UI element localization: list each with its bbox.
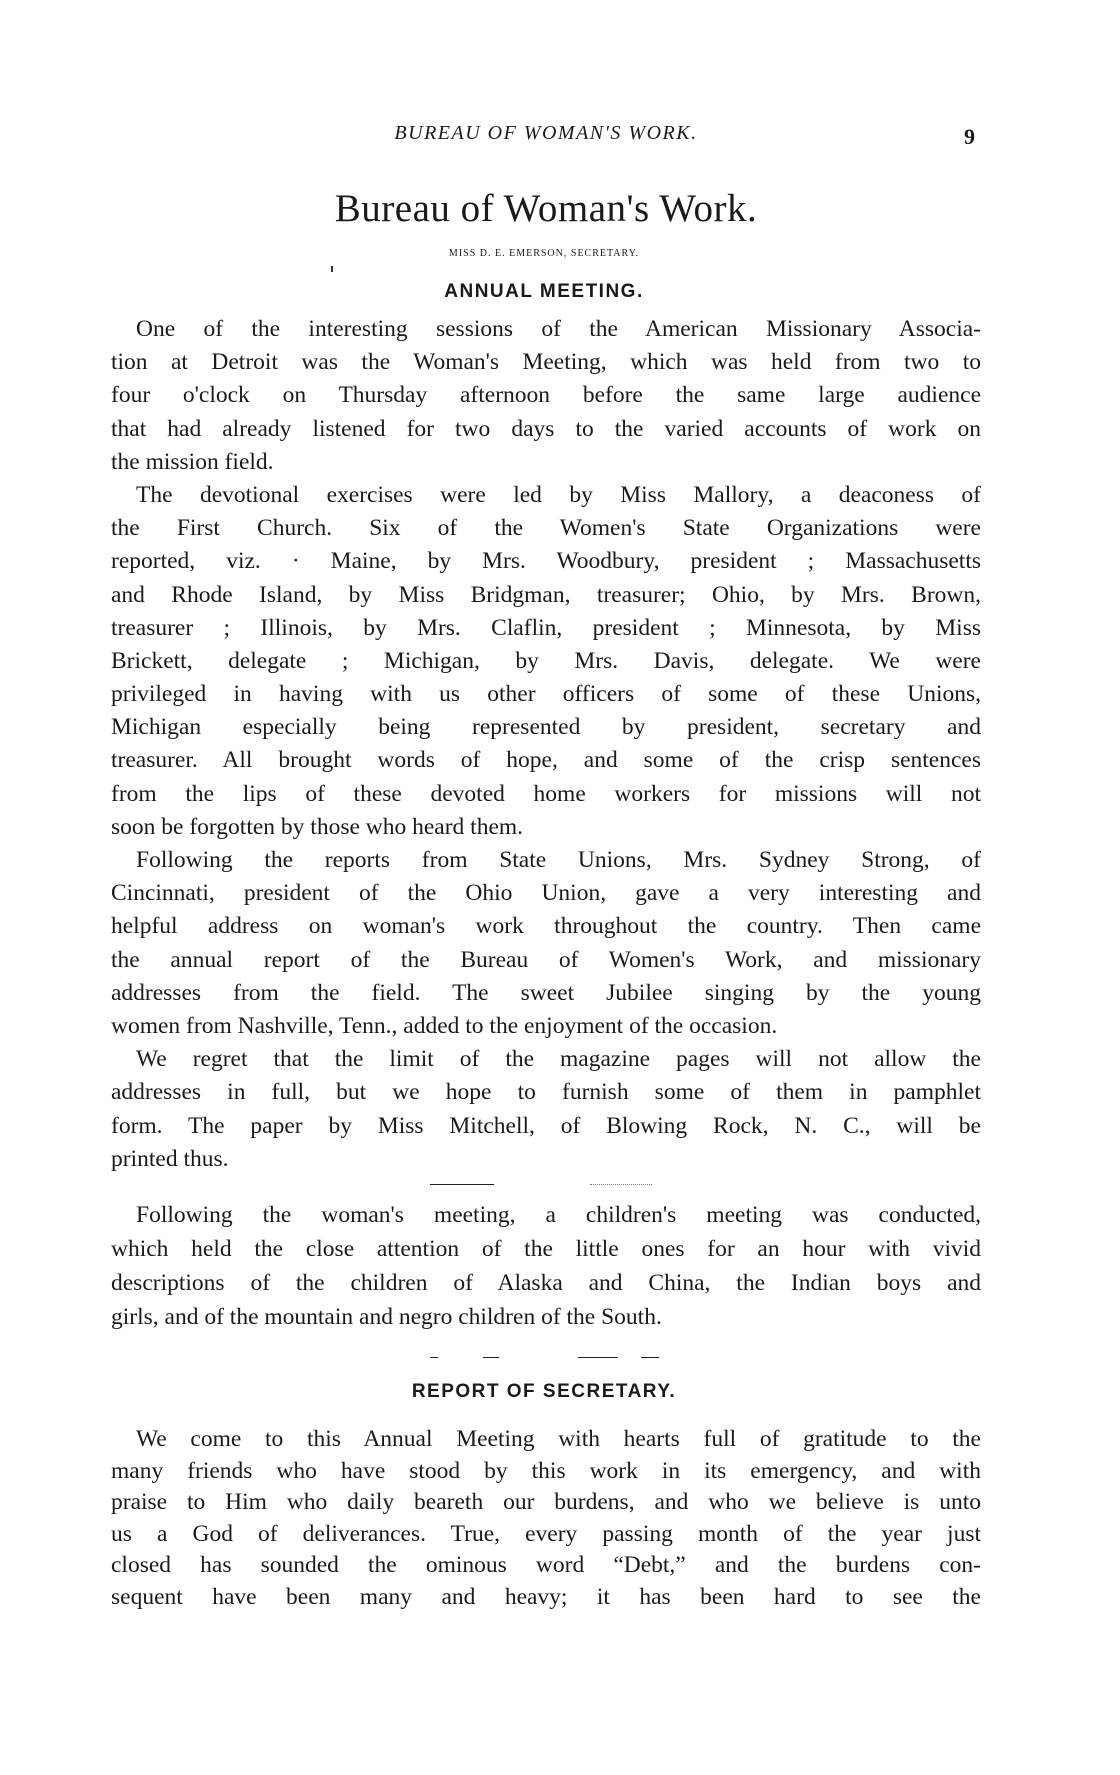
text-line: privileged in having with us other officers of some of these Unions, <box>111 681 981 708</box>
text-line: praise to Him who daily beareth our burdens, and who we believe is unto <box>111 1489 981 1516</box>
paragraph <box>111 1043 981 1176</box>
divider-dash <box>483 1357 499 1358</box>
text-line: Brickett, delegate ; Michigan, by Mrs. Davis, delegate. We were <box>111 647 981 674</box>
text-line: and Rhode Island, by Miss Bridgman, treasurer; Ohio, by Mrs. Brown, <box>111 581 981 608</box>
childrens-meeting-body <box>111 1198 981 1334</box>
paragraph <box>111 1198 981 1334</box>
divider-dash <box>578 1357 618 1358</box>
text-line: that had already listened for two days to the varied accounts of work on <box>111 415 981 442</box>
paragraph <box>111 844 981 1043</box>
text-line: which held the close attention of the little ones for an hour with vivid <box>111 1236 981 1262</box>
byline: MISS D. E. EMERSON, SECRETARY. <box>448 248 640 259</box>
text-line: reported, viz. · Maine, by Mrs. Woodbury, president ; Massachusetts <box>111 548 981 575</box>
text-line: descriptions of the children of Alaska and China, the Indian boys and <box>111 1270 981 1296</box>
text-line: from the lips of these devoted home workers for missions will not <box>111 780 981 807</box>
text-line: form. The paper by Miss Mitchell, of Blowing Rock, N. C., will be <box>111 1112 981 1139</box>
text-line: the mission field. <box>111 448 274 475</box>
text-line: the annual report of the Bureau of Women's Work, and missionary <box>111 946 981 973</box>
text-line: girls, and of the mountain and negro children of the South. <box>111 1304 662 1330</box>
report-of-secretary-body <box>111 1424 981 1614</box>
text-line: us a God of deliverances. True, every passing month of the year just <box>111 1520 981 1547</box>
text-line: addresses in full, but we hope to furnish some of them in pamphlet <box>111 1079 981 1106</box>
section-divider <box>430 1184 494 1185</box>
text-line: Following the reports from State Unions, Mrs. Sydney Strong, of <box>136 847 981 873</box>
text-line: Michigan especially being represented by president, secretary and <box>111 714 981 741</box>
text-line: The devotional exercises were led by Miss Mallory, a deaconess of <box>136 481 981 508</box>
text-line: the First Church. Six of the Women's State Organizations were <box>111 515 981 542</box>
text-line: Cincinnati, president of the Ohio Union, gave a very interesting and <box>111 880 981 907</box>
text-line: Following the woman's meeting, a children's meeting was conducted, <box>136 1202 981 1228</box>
text-line: treasurer ; Illinois, by Mrs. Claflin, president ; Minnesota, by Miss <box>111 614 981 641</box>
divider-dash <box>430 1357 438 1358</box>
text-line: closed has sounded the ominous word “Debt,” and the burdens con- <box>111 1552 981 1579</box>
text-line: treasurer. All brought words of hope, and some of the crisp sentences <box>111 747 981 774</box>
section-heading-annual-meeting: ANNUAL MEETING. <box>444 281 644 302</box>
print-speck <box>331 266 333 272</box>
text-line: sequent have been many and heavy; it has been hard to see the <box>111 1583 981 1610</box>
annual-meeting-body <box>111 313 981 1176</box>
text-line: four o'clock on Thursday afternoon before the same large audience <box>111 382 981 409</box>
section-divider-dots <box>590 1184 652 1185</box>
text-line: soon be forgotten by those who heard them. <box>111 813 524 840</box>
text-line: helpful address on woman's work throughout the country. Then came <box>111 913 981 940</box>
text-line: many friends who have stood by this work in its emergency, and with <box>111 1457 981 1484</box>
text-line: One of the interesting sessions of the American Missionary Associa- <box>136 316 981 342</box>
running-head: BUREAU OF WOMAN'S WORK. <box>394 122 698 144</box>
section-heading-report-of-secretary: REPORT OF SECRETARY. <box>411 1381 677 1402</box>
text-line: tion at Detroit was the Woman's Meeting, which was held from two to <box>111 349 981 376</box>
text-line: addresses from the field. The sweet Jubilee singing by the young <box>111 979 981 1006</box>
text-line: women from Nashville, Tenn., added to the enjoyment of the occasion. <box>111 1012 778 1039</box>
text-line: We come to this Annual Meeting with hearts full of gratitude to the <box>136 1426 981 1452</box>
page-number: 9 <box>964 124 975 149</box>
paragraph <box>111 1424 981 1614</box>
paragraph <box>111 479 981 844</box>
divider-dash <box>641 1357 659 1358</box>
text-line: We regret that the limit of the magazine pages will not allow the <box>136 1046 981 1073</box>
text-line: printed thus. <box>111 1145 229 1172</box>
page-title: Bureau of Woman's Work. <box>334 187 758 230</box>
paragraph <box>111 313 981 479</box>
